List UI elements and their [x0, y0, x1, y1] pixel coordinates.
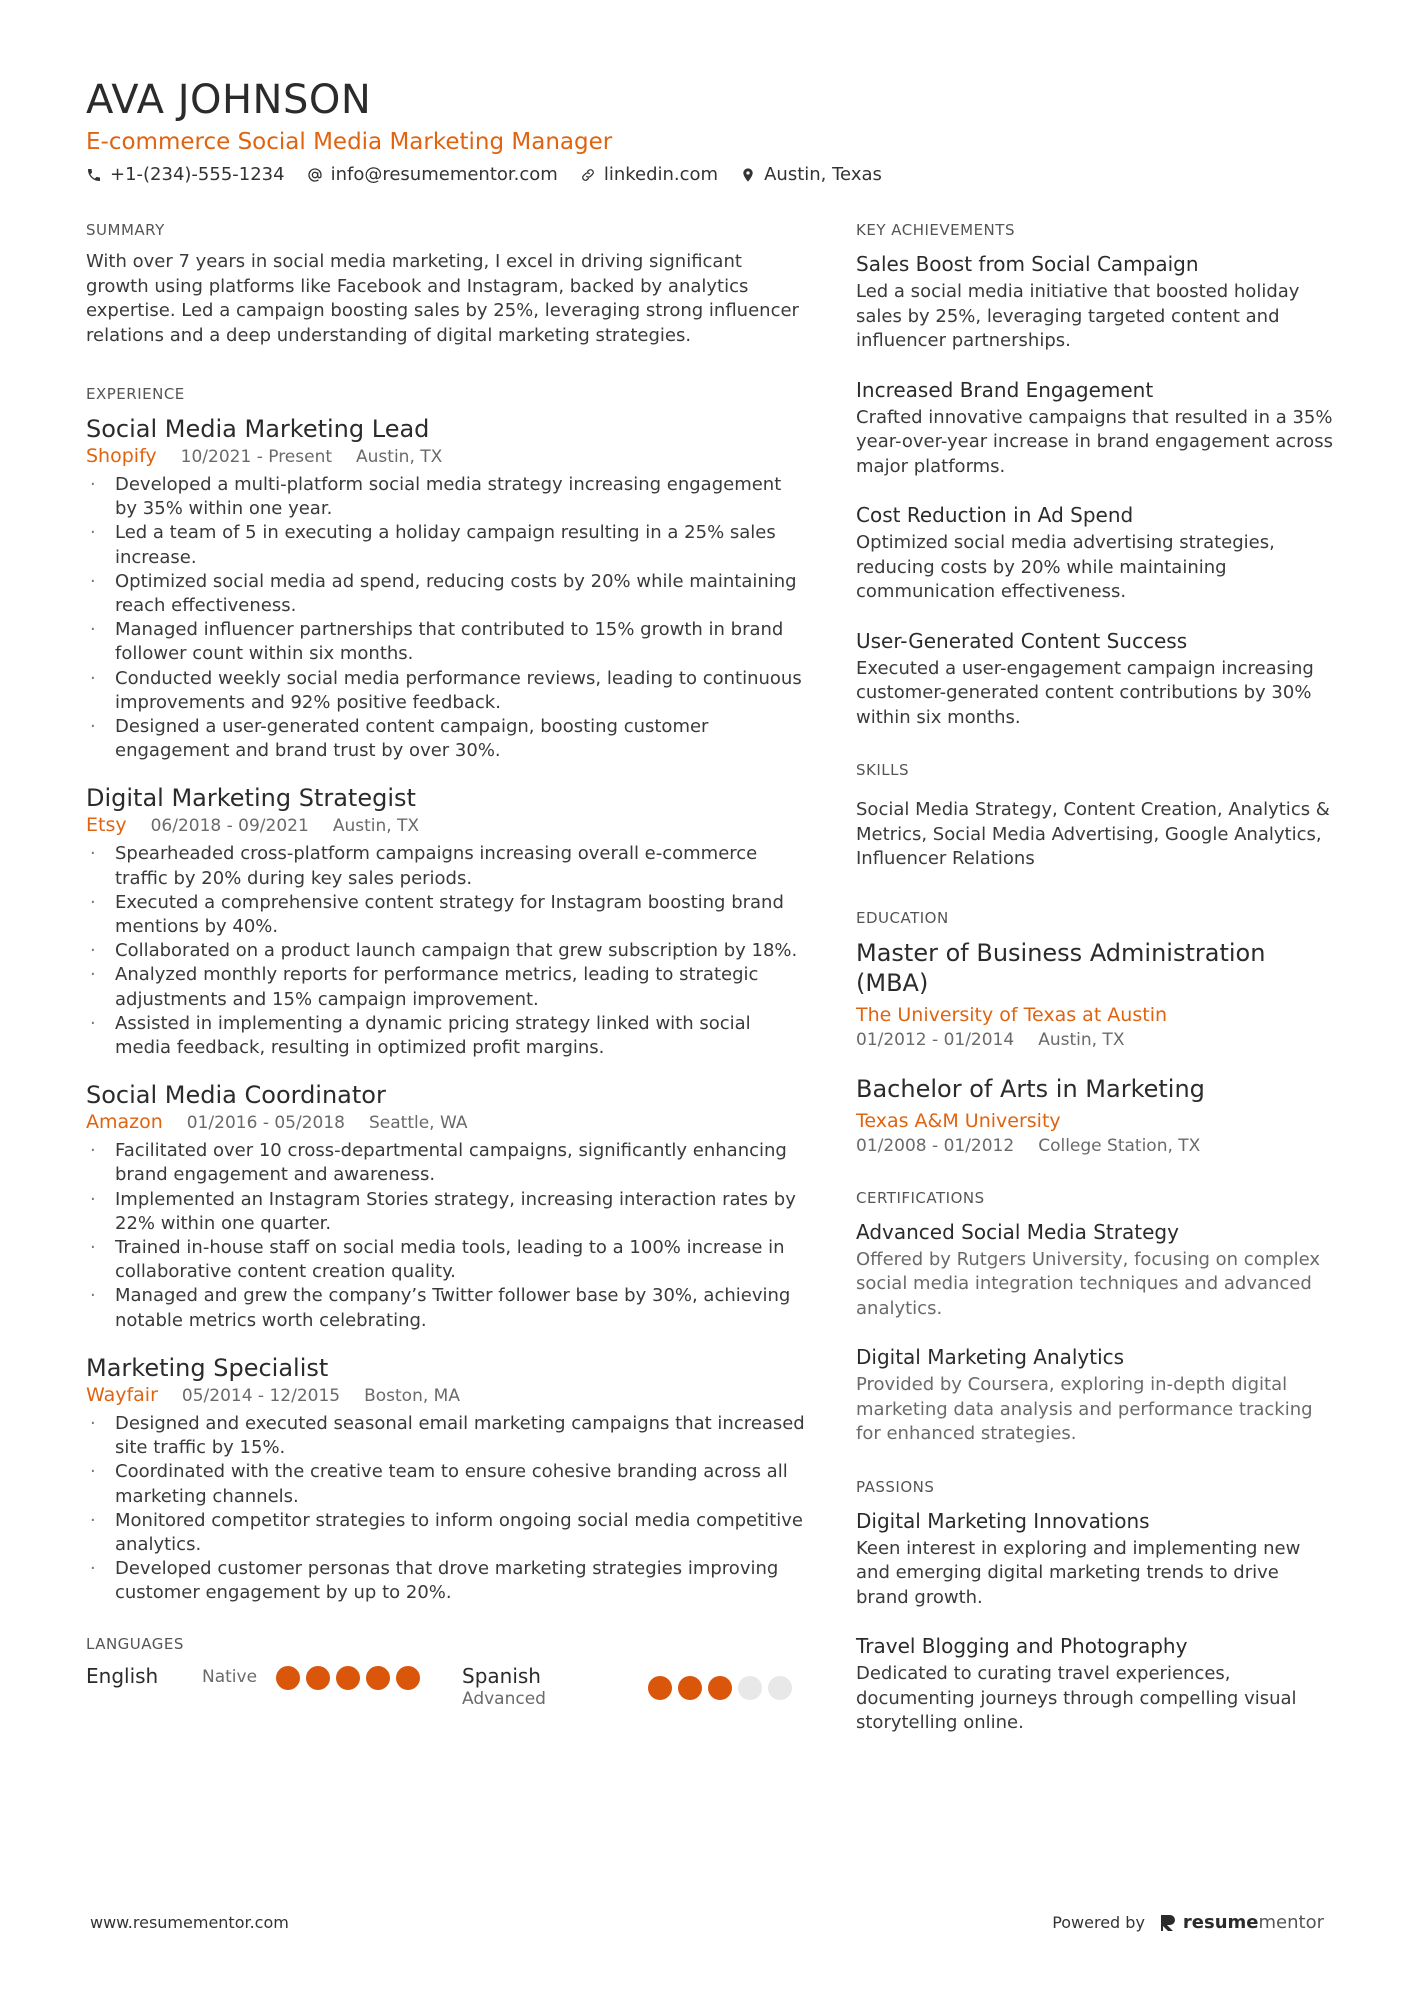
passion-title: Travel Blogging and Photography: [856, 1634, 1188, 1658]
passion-title: Digital Marketing Innovations: [856, 1508, 1150, 1533]
powered-by: [1052, 1912, 1324, 1933]
job-bullets: [86, 1412, 806, 1606]
language-level: Native: [202, 1666, 258, 1687]
rating-dot: [738, 1676, 762, 1700]
experience-heading: EXPERIENCE: [86, 385, 185, 403]
job-bullets: [86, 1139, 806, 1333]
job-meta: [86, 1383, 806, 1408]
job-bullet: · Monitored competitor strategies to inform ongoing social media competitive analytics.: [86, 1509, 806, 1557]
job-entry: [86, 414, 806, 763]
contact-phone: [86, 164, 285, 185]
job-location: Austin, TX: [332, 816, 420, 837]
job-bullet: · Collaborated on a product launch campaign that grew subscription by 18%.: [86, 939, 806, 963]
education-location: College Station, TX: [1038, 1135, 1201, 1156]
summary-heading: SUMMARY: [86, 221, 165, 239]
job-bullet: · Led a team of 5 in executing a holiday campaign resulting in a 25% sales increase.: [86, 521, 806, 569]
achievement-title: User-Generated Content Success: [856, 628, 1188, 653]
language-item: [462, 1664, 792, 1710]
job-entry: [86, 783, 806, 1060]
certification-title: Digital Marketing Analytics: [856, 1345, 1125, 1369]
rating-dot: [708, 1676, 732, 1700]
certifications-section: [856, 1188, 1336, 1447]
achievement-title: Increased Brand Engagement: [856, 377, 1154, 402]
job-company: Wayfair: [86, 1383, 158, 1406]
job-dates: 10/2021 - Present: [180, 447, 333, 467]
job-title: Social Media Marketing Lead: [86, 415, 430, 443]
link-icon: [580, 167, 596, 183]
certification-text: Provided by Coursera, exploring in-depth digital marketing data analysis and performance tracking for enhanced strategies.: [856, 1374, 1313, 1444]
resume-header: [86, 76, 1326, 185]
job-bullets: [86, 473, 806, 763]
education-meta: [856, 1028, 1336, 1052]
skills-section: [856, 760, 1336, 872]
job-company: Shopify: [86, 445, 157, 467]
education-meta: [856, 1134, 1336, 1158]
rating-dot: [366, 1666, 390, 1690]
passion-text: Keen interest in exploring and implementing new and emerging digital marketing trends to drive brand growth.: [856, 1537, 1301, 1608]
rating-dot: [678, 1676, 702, 1700]
education-degree: Bachelor of Arts in Marketing: [856, 1074, 1205, 1103]
job-bullet: · Coordinated with the creative team to ensure cohesive branding across all marketing channels.: [86, 1460, 806, 1508]
passions-section: [856, 1477, 1336, 1736]
job-bullets: [86, 842, 806, 1060]
job-entry: [86, 1080, 806, 1333]
job-meta: [86, 444, 806, 469]
skills-heading: SKILLS: [856, 761, 910, 779]
linkedin-text: linkedin.com: [603, 164, 719, 185]
education-heading: EDUCATION: [856, 908, 949, 927]
job-bullet: · Analyzed monthly reports for performance metrics, leading to strategic adjustments and 15% campaign improvement.: [86, 963, 806, 1011]
achievement-item: [856, 250, 1336, 354]
brand-name-bold: resume: [1182, 1912, 1259, 1933]
achievements-section: [856, 220, 1336, 730]
job-title: Social Media Coordinator: [86, 1081, 386, 1110]
job-entry: [86, 1353, 806, 1606]
job-bullet: · Facilitated over 10 cross-departmental campaigns, significantly enhancing brand engagement and awareness.: [86, 1139, 806, 1187]
education-section: [856, 908, 1336, 1158]
job-bullet: · Trained in-house staff on social media tools, leading to a 100% increase in collaborative content creation quality.: [86, 1236, 806, 1284]
job-location: Seattle, WA: [369, 1113, 468, 1134]
passion-text: Dedicated to curating travel experiences, documenting journeys through compelling visual storytelling online.: [856, 1663, 1297, 1733]
contact-location: [740, 164, 882, 185]
job-location: Austin, TX: [356, 447, 443, 467]
location-text: Austin, Texas: [764, 164, 882, 185]
footer-website[interactable]: www.resumementor.com: [90, 1913, 289, 1932]
certification-text: Offered by Rutgers University, focusing on complex social media integration techniques and advanced analytics.: [856, 1248, 1321, 1319]
rating-dot: [768, 1676, 792, 1700]
job-meta: [86, 1110, 806, 1135]
job-dates: 05/2014 - 12/2015: [181, 1385, 341, 1406]
certification-title: Advanced Social Media Strategy: [856, 1219, 1179, 1244]
education-degree: Master of Business Administration (MBA): [856, 938, 1266, 997]
left-column: [86, 220, 806, 1746]
achievement-item: [856, 627, 1336, 731]
certification-item: [856, 1343, 1336, 1447]
brand-logo[interactable]: [1159, 1912, 1324, 1933]
contact-bar: [86, 164, 1326, 185]
candidate-name: AVA JOHNSON: [86, 77, 372, 123]
job-company: Etsy: [86, 814, 127, 837]
education-dates: 01/2012 - 01/2014: [856, 1029, 1015, 1050]
passion-item: [856, 1507, 1336, 1611]
job-location: Boston, MA: [364, 1385, 460, 1406]
passion-item: [856, 1632, 1336, 1736]
page-footer: [90, 1912, 1324, 1933]
languages-heading: LANGUAGES: [86, 1634, 184, 1653]
education-dates: 01/2008 - 01/2012: [856, 1135, 1015, 1156]
resumementor-logo-icon: [1159, 1913, 1177, 1933]
achievement-item: [856, 501, 1336, 605]
education-item: [856, 1074, 1336, 1158]
achievement-text: Optimized social media advertising strategies, reducing costs by 20% while maintaining communication effectiveness.: [856, 532, 1275, 602]
job-dates: 06/2018 - 09/2021: [150, 816, 309, 837]
contact-email[interactable]: [307, 164, 558, 185]
rating-dot: [306, 1666, 330, 1690]
rating-dot: [336, 1666, 360, 1690]
summary-text: With over 7 years in social media marketing, I excel in driving significant growth using platforms like Facebook and Instagram, backed by analytics expertise. Led a campaign boosting sales by 25%, leveraging strong influencer relations and a deep understanding of digital marketing strategies.: [86, 251, 799, 346]
skills-text: Social Media Strategy, Content Creation, Analytics & Metrics, Social Media Advertising, Google Analytics, Influencer Relations: [856, 799, 1330, 869]
phone-text: +1-(234)-555-1234: [110, 164, 285, 185]
rating-dot: [276, 1666, 300, 1690]
achievement-item: [856, 376, 1336, 480]
job-bullet: · Assisted in implementing a dynamic pricing strategy linked with social media feedback, resulting in optimized profit margins.: [86, 1012, 806, 1060]
job-title: Digital Marketing Strategist: [86, 784, 416, 813]
job-bullet: · Executed a comprehensive content strategy for Instagram boosting brand mentions by 40%.: [86, 891, 806, 939]
job-bullet: · Designed and executed seasonal email marketing campaigns that increased site traffic by 15%.: [86, 1412, 806, 1460]
languages-section: [86, 1634, 806, 1710]
job-bullet: · Developed customer personas that drove marketing strategies improving customer engagement by up to 20%.: [86, 1557, 806, 1605]
language-name-wrap: [462, 1664, 648, 1710]
certification-item: [856, 1218, 1336, 1322]
summary-section: [86, 220, 806, 348]
rating-dot: [648, 1676, 672, 1700]
job-bullet: · Developed a multi-platform social media strategy increasing engagement by 35% within one year.: [86, 473, 806, 521]
job-dates: 01/2016 - 05/2018: [186, 1113, 345, 1134]
experience-section: [86, 384, 806, 1606]
language-name: Spanish: [462, 1663, 541, 1688]
language-rating: [648, 1676, 792, 1700]
job-bullet: · Managed influencer partnerships that contributed to 15% growth in brand follower count within six months.: [86, 618, 806, 666]
education-location: Austin, TX: [1038, 1029, 1125, 1050]
achievements-heading: KEY ACHIEVEMENTS: [856, 221, 1015, 239]
certifications-heading: CERTIFICATIONS: [856, 1188, 985, 1207]
job-bullet: · Implemented an Instagram Stories strategy, increasing interaction rates by 22% within one quarter.: [86, 1188, 806, 1236]
job-bullet: · Designed a user-generated content campaign, boosting customer engagement and brand trust by over 30%.: [86, 715, 806, 763]
passions-heading: PASSIONS: [856, 1477, 935, 1496]
job-meta: [86, 813, 806, 838]
email-text: info@resumementor.com: [330, 164, 558, 185]
job-bullet: · Managed and grew the company’s Twitter follower base by 30%, achieving notable metrics worth celebrating.: [86, 1284, 806, 1332]
job-bullet: · Spearheaded cross-platform campaigns increasing overall e-commerce traffic by 20% during key sales periods.: [86, 842, 806, 890]
rating-dot: [396, 1666, 420, 1690]
at-icon: [307, 167, 323, 183]
language-name: English: [86, 1663, 159, 1688]
education-item: [856, 938, 1336, 1052]
brand-name-light: mentor: [1258, 1912, 1324, 1933]
contact-linkedin[interactable]: [580, 164, 718, 185]
candidate-role: E-commerce Social Media Marketing Manager: [86, 129, 613, 155]
achievement-title: Sales Boost from Social Campaign: [856, 252, 1199, 276]
language-item: [86, 1664, 462, 1690]
languages-row: [86, 1664, 806, 1710]
achievement-text: Crafted innovative campaigns that resulted in a 35% year-over-year increase in brand engagement across major platforms.: [856, 406, 1333, 477]
education-school: Texas A&M University: [856, 1109, 1061, 1132]
language-name-wrap: [86, 1664, 202, 1688]
education-school: The University of Texas at Austin: [856, 1003, 1168, 1026]
job-title: Marketing Specialist: [86, 1353, 329, 1382]
language-rating: [276, 1666, 420, 1690]
location-pin-icon: [740, 167, 756, 183]
job-bullet: · Conducted weekly social media performance reviews, leading to continuous improvements and 92% positive feedback.: [86, 667, 806, 715]
achievement-text: Executed a user-engagement campaign increasing customer-generated content contributions by 30% within six months.: [856, 657, 1314, 728]
language-level: Advanced: [462, 1688, 546, 1709]
job-bullet: · Optimized social media ad spend, reducing costs by 20% while maintaining reach effectiveness.: [86, 570, 806, 618]
right-column: [856, 220, 1336, 1772]
achievement-text: Led a social media initiative that boosted holiday sales by 25%, leveraging targeted content and influencer partnerships.: [856, 281, 1300, 351]
phone-icon: [86, 167, 102, 183]
powered-by-label: Powered by: [1052, 1913, 1145, 1932]
job-company: Amazon: [86, 1111, 163, 1134]
achievement-title: Cost Reduction in Ad Spend: [856, 503, 1134, 527]
